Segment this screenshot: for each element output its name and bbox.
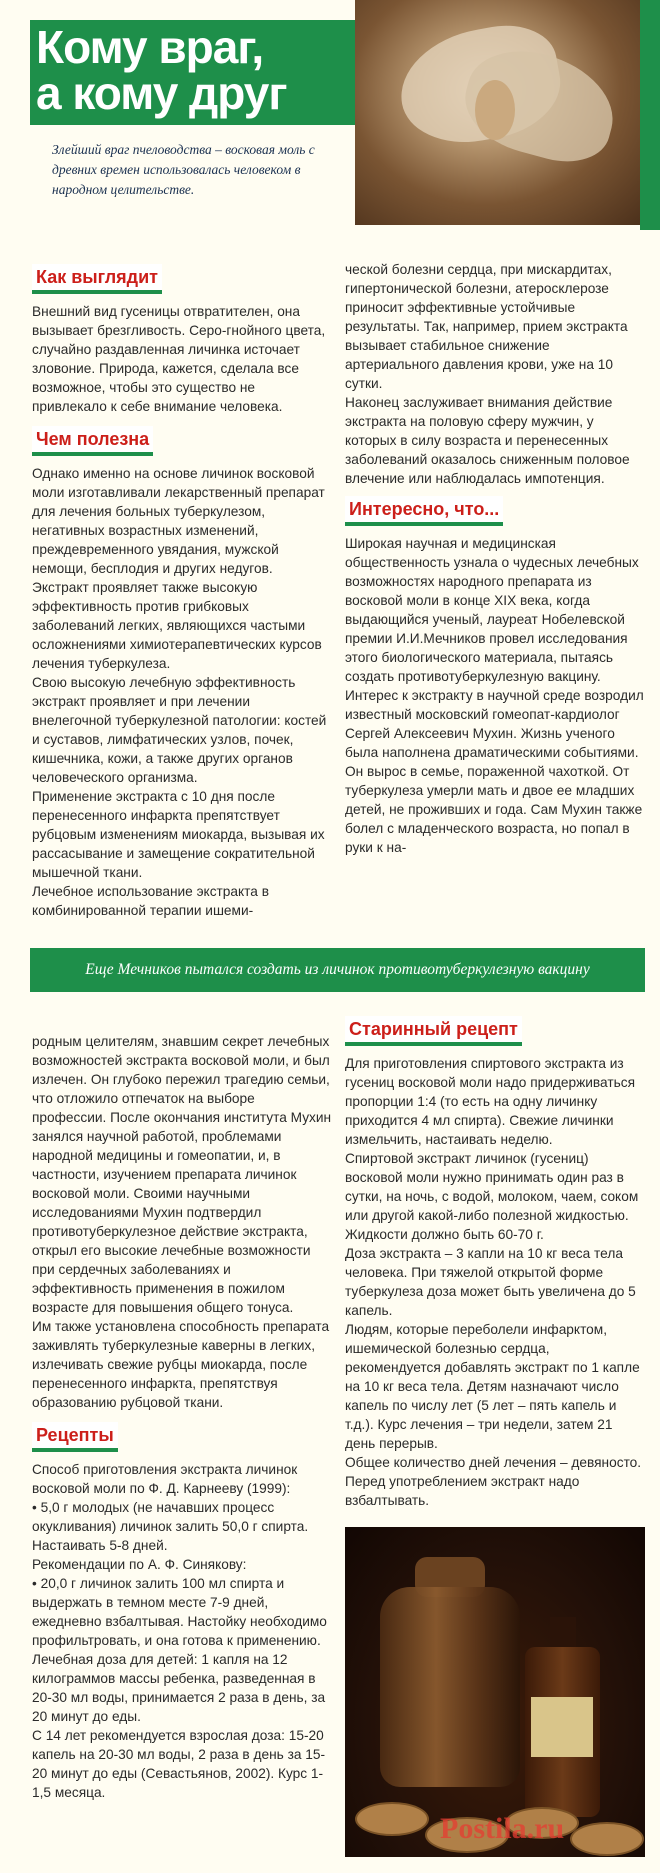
paragraph: • 20,0 г личинок залить 100 мл спирта и выдержать в темном месте 7-9 дней, ежедневно взбалтывая. Настойку необходимо профильтровать, и она готова к применению. — [32, 1576, 327, 1648]
heading-recipes: Рецепты — [32, 1422, 118, 1452]
paragraph: Свою высокую лечебную эффективность экстракт проявляет и при лечении внелегочной туберкулезной патологии: костей и суставов, лимфатических узлов, почек, кишечника, кожи, а также других органов человеческого организма. — [32, 675, 327, 785]
paragraph: Лечебное использование экстракта в комбинированной терапии ишеми- — [32, 884, 269, 918]
paragraph: С 14 лет рекомендуется взрослая доза: 15-20 капель на 20-30 мл воды, 2 раза в день за 15-20 минут до еды (Севастьянов, 2002). Курс 1-1,5 месяца. — [32, 1728, 326, 1800]
paragraph: Применение экстракта с 10 дня после перенесенного инфаркта препятствует рубцовым изменениям миокарда, вызывая их рассасывание и замещение сократительной мышечной ткани. — [32, 789, 325, 880]
paragraph: Интерес к экстракту в научной среде возродил известный московский гомеопат-кардиолог Сергей Алексеевич Мухин. Жизнь ученого была наполнена драматическими событиями. Он вырос в семье, пораженной чахоткой. От туберкулеза умерли мать и двое ее младших детей, не проживших и года. Сам Мухин также болел с младенческого возраста, но попал в руки к на- — [345, 688, 644, 855]
heading-old-recipe: Старинный рецепт — [345, 1016, 522, 1046]
paragraph: • 5,0 г молодых (не начавших процесс окукливания) личинок залить 50,0 г спирта. Настаивать 5-8 дней. — [32, 1500, 309, 1553]
quote-banner: Еще Мечников пытался создать из личинок противотуберкулезную вакцину — [30, 948, 645, 992]
column-left-top — [32, 260, 332, 920]
column-left-bottom — [32, 1032, 332, 1802]
paragraph: Наконец заслуживает внимания действие экстракта на половую сферу мужчин, у которых в силу возраста и перенесенных заболеваний оказалось сниженным половое влечение или наблюдалась импотенция. — [345, 395, 630, 486]
accent-strip — [640, 0, 660, 230]
paragraph: Им также установлена способность препарата заживлять туберкулезные каверны в легких, излечивать свежие рубцы миокарда, после перенесенного инфаркта, препятствуя образованию рубцовой ткани. — [32, 1319, 330, 1410]
paragraph: Людям, которые переболели инфарктом, ишемической болезнью сердца, рекомендуется добавлять экстракт по 1 капле на 10 кг веса тела. Детям назначают число капель по числу лет (5 лет – пять капель и т.д.). Курс лечения – три недели, затем 21 день перерыв. — [345, 1322, 640, 1451]
paragraph: Широкая научная и медицинская общественность узнала о чудесных лечебных возможностях народного препарата из восковой моли в конце XIX века, когда выдающийся ученый, лауреат Нобелевской премии И.И.Мечников провел исследования этого биологического материала, пытаясь создать противотуберкулезную вакцину. — [345, 536, 639, 684]
watermark: Postila.ru — [440, 1812, 565, 1845]
paragraph: Рекомендации по А. Ф. Синякову: — [32, 1557, 247, 1572]
paragraph: ческой болезни сердца, при мискардитах, гипертонической болезни, атеросклерозе приносит эффективные устойчивые результаты. Так, например, прием экстракта вызывает стабильное снижение артериального давления крови, уже на 10 сутки. — [345, 262, 628, 391]
heading-look: Как выглядит — [32, 264, 162, 294]
paragraph: родным целителям, знавшим секрет лечебных возможностей экстракта восковой моли, и был излечен. Он глубоко пережил трагедию семьи, что отложило отпечаток на выборе профессии. После окончания института Мухин занялся научной работой, проблемами народной медицины и гомеопатии, и, в частности, изучением препарата личинок восковой моли. Своими научными исследованиями Мухин подтвердил противотуберкулезное действие экстракта, открыл его высокие лечебные возможности при сердечных заболеваниях и эффективность применения в пожилом возрасте для повышения общего тонуса. — [32, 1034, 332, 1315]
paragraph: Способ приготовления экстракта личинок восковой моли по Ф. Д. Карнееву (1999): — [32, 1462, 298, 1496]
paragraph: Для приготовления спиртового экстракта из гусениц восковой моли надо придерживаться пропорции 1:4 (то есть на одну личинку приходится 4 мл спирта). Свежие личинки измельчить, настаивать неделю. — [345, 1056, 635, 1147]
paragraph: Доза экстракта – 3 капли на 10 кг веса тела человека. При тяжелой открытой форме туберкулеза доза может быть увеличена до 5 капель. — [345, 1246, 636, 1318]
moth-photo — [355, 0, 645, 225]
heading-interesting: Интересно, что... — [345, 496, 503, 526]
jar-photo — [345, 1527, 645, 1857]
page-title — [36, 21, 287, 119]
paragraph: Спиртовой экстракт личинок (гусениц) восковой моли нужно принимать один раз в сутки, на ночь, с водой, молоком, чаем, соком или другой какой-либо полезной жидкостью. Жидкости должно быть 60-70 г. — [345, 1151, 639, 1242]
paragraph: Экстракт проявляет также высокую эффективность против грибковых заболеваний легких, являющихся частыми осложнениями химиотерапевтических курсов лечения туберкулеза. — [32, 580, 322, 671]
photo-caption: Злейший враг пчеловодства – восковая моль с древних времен использовалась человеком в народном целительстве. — [52, 142, 315, 197]
column-right-top — [345, 260, 645, 857]
paragraph: Внешний вид гусеницы отвратителен, она вызывает брезгливость. Серо-гнойного цвета, случайно раздавленная личинка источает зловоние. Природа, кажется, сделала все возможное, чтобы это существо не привлекало к себе внимание человека. — [32, 304, 326, 414]
paragraph: Однако именно на основе личинок восковой моли изготавливали лекарственный препарат для лечения больных туберкулезом, негативных возрастных изменений, преждевременного увядания, мужской немощи, бесплодия и других недугов. — [32, 466, 325, 576]
title-line-2: а кому друг — [36, 67, 287, 119]
column-right-bottom — [345, 1012, 645, 1510]
paragraph: Общее количество дней лечения – девяносто. Перед употреблением экстракт надо взбалтывать. — [345, 1455, 642, 1508]
title-line-1: Кому враг, — [36, 21, 264, 73]
paragraph: Лечебная доза для детей: 1 капля на 12 килограммов массы ребенка, разведенная в 20-30 мл воды, принимается 2 раза в день, за 20 минут до еды. — [32, 1652, 326, 1724]
heading-use: Чем полезна — [32, 426, 153, 456]
